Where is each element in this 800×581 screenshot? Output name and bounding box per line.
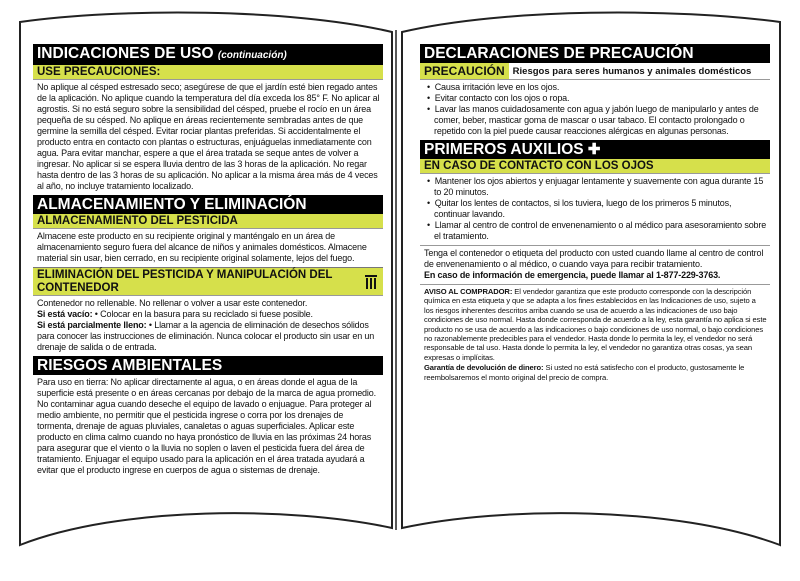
first-aid-note [420, 246, 770, 284]
list-item: • Mantener los ojos abiertos y enjuagar lentamente y suavemente con agua durante 15 to 20 minutos. [424, 176, 767, 198]
first-aid-note-text: Tenga el contenedor o etiqueta del producto con usted cuando llame al centro de control de envenenamiento o al médico, o cuando vaya para recibir tratamiento. [424, 248, 764, 269]
precautionary-header: DECLARACIONES DE PRECAUCIÓN [420, 44, 770, 63]
buyer-notice-text: El vendedor garantiza que este producto corresponde con la descripción química en esta etiqueta y que se adapta a los fines establecidos en las Indicaciones de uso, sujeto a los riesgos inherentes descritos arriba cuando se usa de acuerdo a las indicaciones de uso bajo condiciones de uso normal. Hasta donde corresponda de acuerdo a la ley, esta garantía no aplica si este producto no se usa de acuerdo a las indicaciones o bajo condiciones de uso normal, o bajo condiciones no razonablemente predecibles para el vendedor. Hasta donde lo permita la ley, el vendedor no será responsable de tal uso. Hasta donde lo permita la ley, el vendedor no garantiza otras cosas, ya sean expresas o implícitas. [424, 287, 767, 362]
disposal-partial [37, 320, 380, 353]
usage-title-continued: (continuación) [217, 50, 287, 61]
list-item: • Evitar contacto con los ojos o ropa. [424, 93, 767, 104]
first-aid-list [420, 174, 770, 245]
caution-list [420, 80, 770, 140]
list-item: • Quitar los lentes de contactos, si los tuviera, luego de los primeros 5 minutos, continuar lavando. [424, 198, 767, 220]
emergency-text: En caso de información de emergencia, puede llamar al 1-877-229-3763. [424, 270, 721, 280]
usage-title: INDICACIONES DE USO [37, 45, 214, 62]
trash-can-icon [365, 275, 377, 289]
plus-cross-icon: ✚ [587, 141, 601, 158]
right-page [420, 44, 770, 383]
storage-subheader: ALMACENAMIENTO DEL PESTICIDA [33, 214, 383, 229]
list-item: • Causa irritación leve en los ojos. [424, 82, 767, 93]
disposal-empty-label: Si está vacío: [37, 309, 93, 319]
disposal-empty-text: • Colocar en la basura para su reciclado si fuese posible. [94, 309, 313, 319]
caution-row [420, 63, 770, 80]
guarantee-paragraph [424, 363, 767, 382]
disposal-subheader-text: ELIMINACIÓN DEL PESTICIDA Y MANIPULACIÓN DEL CONTENEDOR [37, 269, 333, 294]
guarantee-text: Si usted no está satisfecho con el producto, gustosamente le reembolsaremos el monto original del precio de compra. [424, 363, 745, 382]
first-aid-header [420, 140, 770, 159]
environmental-hazards-text: Para uso en tierra: No aplicar directamente al agua, o en áreas donde el agua de la superficie está presente o en áreas cercanas por debajo de la marca de agua promedio. No contaminar agua cuando deseche el equipo de lavado o enjuague. Para proteger al medio ambiente, no permitir que el pesticida ingrese o corra por los drenajes de tormenta, drenaje de aguas pluviales, canaletas o aguas superficiales. Aplicar este producto en clima calmo cuando no haya pronóstico de lluvia en las próximas 24 horas para asegurar que el viento o la lluvia no soplen o laven el pesticida fuera del área de tratamiento. Enjuagar el equipo usado para la aplicación en el área tratada ayudará a evitar que el producto ingrese en cuerpos de agua o sistemas de drenaje. [37, 377, 376, 475]
disposal-partial-text: • Llamar a la agencia de eliminación de desechos sólidos para conocer las instrucciones de eliminación. Nunca colocar el producto sin usar en un drenaje de salida o de entrada. [37, 320, 375, 352]
eye-contact-subheader: EN CASO DE CONTACTO CON LOS OJOS [420, 159, 770, 174]
use-precautions-text: No aplique al césped estresado seco; asegúrese de que el jardín esté bien regado antes de la aplicación. No aplique cuando la temperatura del día exceda los 85° F. No aplicar al agrostis. Si no está seguro sobre la sensibilidad del césped, pruebe el rocío en un área pequeña de su césped. No aplique en áreas recientemente sembradas antes de que germine la semilla del césped. Evitar rociar plantas preferidas. Si accidentalmente el producto entra en contacto con plantas o estructuras, enjuáguelas inmediatamente con agua. Para evitar manchar, espere a que el área tratada se seque antes de volver a ingresar. No aplicar si se espera lluvia dentro de las 3 horas de la aplicación. No regar hasta dentro de las 3 horas de su aplicación. No aplicar a la misma área más de 4 veces al año, no incluye tratamiento localizado. [37, 82, 380, 191]
list-item: • Llamar al centro de control de envenenamiento o al médico para asesoramiento sobre el tratamiento. [424, 220, 767, 242]
disposal-partial-label: Si está parcialmente lleno: [37, 320, 147, 330]
disposal-subheader [33, 267, 383, 296]
guarantee-label: Garantía de devolución de dinero: [424, 363, 544, 373]
buyer-notice [420, 285, 770, 382]
environmental-hazards-header: RIESGOS AMBIENTALES [33, 356, 383, 375]
storage-text: Almacene este producto en su recipiente original y manténgalo en un área de almacenamiento seguro fuera del alcance de niños y animales domésticos. Almacene material sin usar, bien cerrado, en su recipiente original solamente, lejos del fuego. [37, 231, 367, 263]
disposal-line: Contenedor no rellenable. No rellenar o volver a usar este contenedor. [37, 298, 308, 308]
emergency-line [424, 270, 767, 281]
buyer-notice-label: AVISO AL COMPRADOR: [424, 287, 513, 296]
use-precautions-subheader: USE PRECAUCIONES: [33, 65, 383, 80]
buyer-notice-paragraph [424, 287, 767, 362]
disposal-empty [37, 309, 380, 320]
left-page [33, 44, 383, 479]
caution-tag-text: Riesgos para seres humanos y animales domésticos [512, 65, 752, 77]
disposal-text [33, 296, 383, 356]
storage-disposal-header: ALMACENAMIENTO Y ELIMINACIÓN [33, 195, 383, 214]
usage-header [33, 44, 383, 65]
list-item: • Lavar las manos cuidadosamente con agua y jabón luego de manipularlo y antes de comer, beber, masticar goma de mascar o usar tabaco. El contacto prolongado o repetido con la piel puede causar reacciones alérgicas en algunas personas. [424, 104, 767, 137]
caution-tag: PRECAUCIÓN [420, 63, 509, 79]
first-aid-title: PRIMEROS AUXILIOS [424, 141, 584, 158]
